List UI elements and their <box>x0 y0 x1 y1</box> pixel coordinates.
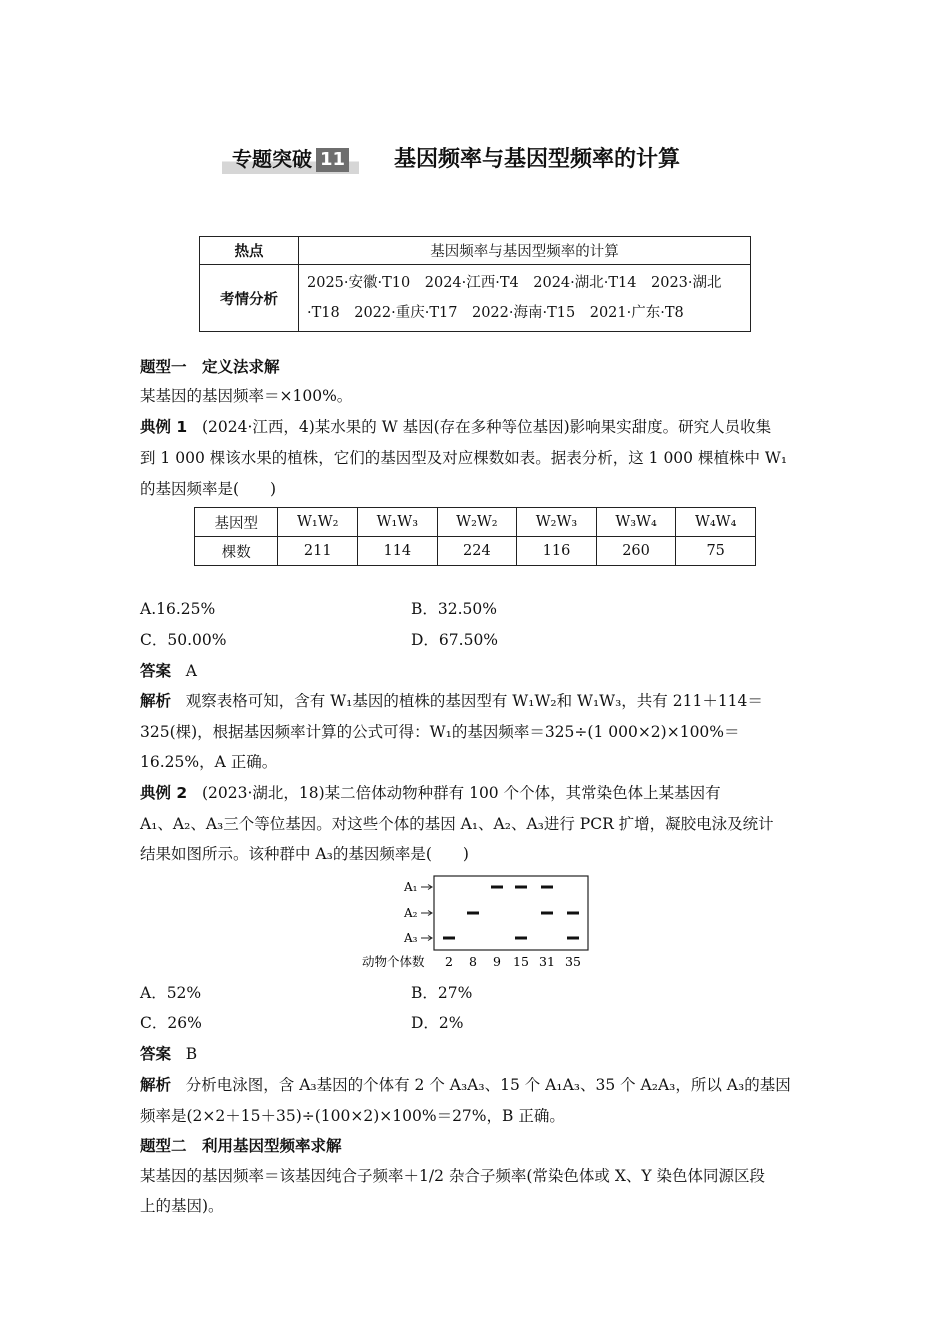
table-row <box>195 508 756 537</box>
title-main: 基因频率与基因型频率的计算 <box>394 147 681 172</box>
example2-answer <box>140 1042 812 1066</box>
genotype-header: W₄W₄ <box>676 508 756 537</box>
answer-value: B <box>185 1045 198 1063</box>
section1-formula: 某基因的基因频率＝×100%。 <box>140 387 353 405</box>
example1-option-c[interactable]: C．50.00% <box>140 631 227 649</box>
gel-column-label: 15 <box>513 954 529 969</box>
example2-option-c[interactable]: C．26% <box>140 1014 202 1032</box>
topic-tag-label: 专题突破 <box>232 147 312 171</box>
count-row-label: 棵数 <box>195 537 278 566</box>
gel-band <box>491 886 503 889</box>
analysis-label: 解析 <box>140 1076 172 1094</box>
example2-line1 <box>140 781 812 805</box>
gel-row-label: A₃ <box>404 931 418 945</box>
example2-label: 典例 2 <box>140 784 188 802</box>
example1-line1 <box>140 415 812 439</box>
example2-line2: A₁、A₂、A₃三个等位基因。对这些个体的基因 A₁、A₂、A₃进行 PCR 扩增，凝胶电泳及统计 <box>140 815 774 833</box>
example2-option-a[interactable]: A．52% <box>140 984 202 1002</box>
count-cell: 116 <box>517 537 597 566</box>
topic-tag <box>222 144 359 174</box>
analysis-key: 考情分析 <box>200 265 299 332</box>
answer-label: 答案 <box>140 1045 172 1063</box>
gel-band <box>443 937 455 940</box>
gel-band <box>515 937 527 940</box>
analysis-value-line2: ·T18 2022·重庆·T17 2022·海南·T15 2021·广东·T8 <box>307 305 684 321</box>
genotype-header: W₃W₄ <box>596 508 676 537</box>
genotype-header: W₂W₃ <box>517 508 597 537</box>
example2-text1: (2023·湖北，18)某二倍体动物种群有 100 个个体，其常染色体上某基因有 <box>201 784 721 802</box>
example2-line3: 结果如图所示。该种群中 A₃的基因频率是( ) <box>140 845 469 863</box>
genotype-header-label: 基因型 <box>195 508 278 537</box>
gel-column-label: 31 <box>539 954 555 969</box>
hotspot-key: 热点 <box>200 237 299 265</box>
example1-analysis-line2: 325(棵)，根据基因频率计算的公式可得：W₁的基因频率＝325÷(1 000×2)×100%＝ <box>140 723 740 741</box>
example1-label: 典例 1 <box>140 418 188 436</box>
table-row <box>200 265 751 332</box>
genotype-header: W₂W₂ <box>437 508 517 537</box>
example2-analysis-line1 <box>140 1073 812 1097</box>
gel-row-label: A₂ <box>404 906 418 920</box>
example1-option-d[interactable]: D．67.50% <box>411 631 499 649</box>
gel-column-label: 8 <box>469 954 477 969</box>
example1-option-a[interactable]: A.16.25% <box>140 600 216 618</box>
example1-line3: 的基因频率是( ) <box>140 480 277 498</box>
gel-frame <box>434 876 588 950</box>
gel-column-label: 35 <box>565 954 581 969</box>
example2-option-b[interactable]: B．27% <box>411 984 473 1002</box>
analysis-value <box>299 265 751 332</box>
gel-band <box>541 912 553 915</box>
table-row <box>195 537 756 566</box>
hotspot-table <box>199 236 751 332</box>
gel-row-label: A₁ <box>404 880 418 894</box>
topic-number: 11 <box>316 148 349 172</box>
example1-analysis-line3: 16.25%，A 正确。 <box>140 753 278 771</box>
count-cell: 260 <box>596 537 676 566</box>
answer-label: 答案 <box>140 662 172 680</box>
analysis-value-line1: 2025·安徽·T10 2024·江西·T4 2024·湖北·T14 2023·湖北 <box>307 275 722 291</box>
example2-analysis-line2: 频率是(2×2＋15＋35)÷(100×2)×100%＝27%，B 正确。 <box>140 1107 565 1125</box>
table-row <box>200 237 751 265</box>
page-title <box>222 142 782 182</box>
example1-line2: 到 1 000 棵该水果的植株，它们的基因型及对应棵数如表。据表分析，这 1 000 棵植株中 W₁ <box>140 449 788 467</box>
analysis-text: 观察表格可知，含有 W₁基因的植株的基因型有 W₁W₂和 W₁W₃，共有 211＋114＝ <box>185 692 763 710</box>
analysis-label: 解析 <box>140 692 172 710</box>
gel-band <box>467 912 479 915</box>
genotype-header: W₁W₃ <box>358 508 438 537</box>
gel-band <box>567 937 579 940</box>
example1-text1: (2024·江西，4)某水果的 W 基因(存在多种等位基因)影响果实甜度。研究人员收集 <box>201 418 772 436</box>
example1-option-b[interactable]: B．32.50% <box>411 600 497 618</box>
count-cell: 75 <box>676 537 756 566</box>
section2-heading: 题型二 利用基因型频率求解 <box>140 1137 342 1155</box>
gel-electrophoresis-figure <box>360 872 592 972</box>
section2-text-line2: 上的基因)。 <box>140 1197 224 1215</box>
genotype-header: W₁W₂ <box>278 508 358 537</box>
count-cell: 211 <box>278 537 358 566</box>
gel-band <box>541 886 553 889</box>
gel-column-label: 9 <box>493 954 501 969</box>
section2-text-line1: 某基因的基因频率＝该基因纯合子频率＋1/2 杂合子频率(常染色体或 X、Y 染色体同源区段 <box>140 1167 766 1185</box>
gel-x-title: 动物个体数 <box>362 954 425 969</box>
example2-option-d[interactable]: D．2% <box>411 1014 464 1032</box>
count-cell: 114 <box>358 537 438 566</box>
gel-band <box>515 886 527 889</box>
gel-band <box>567 912 579 915</box>
gel-column-label: 2 <box>445 954 453 969</box>
example1-answer <box>140 659 812 683</box>
genotype-table <box>194 507 756 566</box>
hotspot-value: 基因频率与基因型频率的计算 <box>299 237 751 265</box>
section1-heading: 题型一 定义法求解 <box>140 358 280 376</box>
count-cell: 224 <box>437 537 517 566</box>
analysis-text: 分析电泳图，含 A₃基因的个体有 2 个 A₃A₃、15 个 A₁A₃、35 个 A₂A₃，所以 A₃的基因 <box>185 1076 791 1094</box>
answer-value: A <box>185 662 197 680</box>
example1-analysis-line1 <box>140 689 812 713</box>
